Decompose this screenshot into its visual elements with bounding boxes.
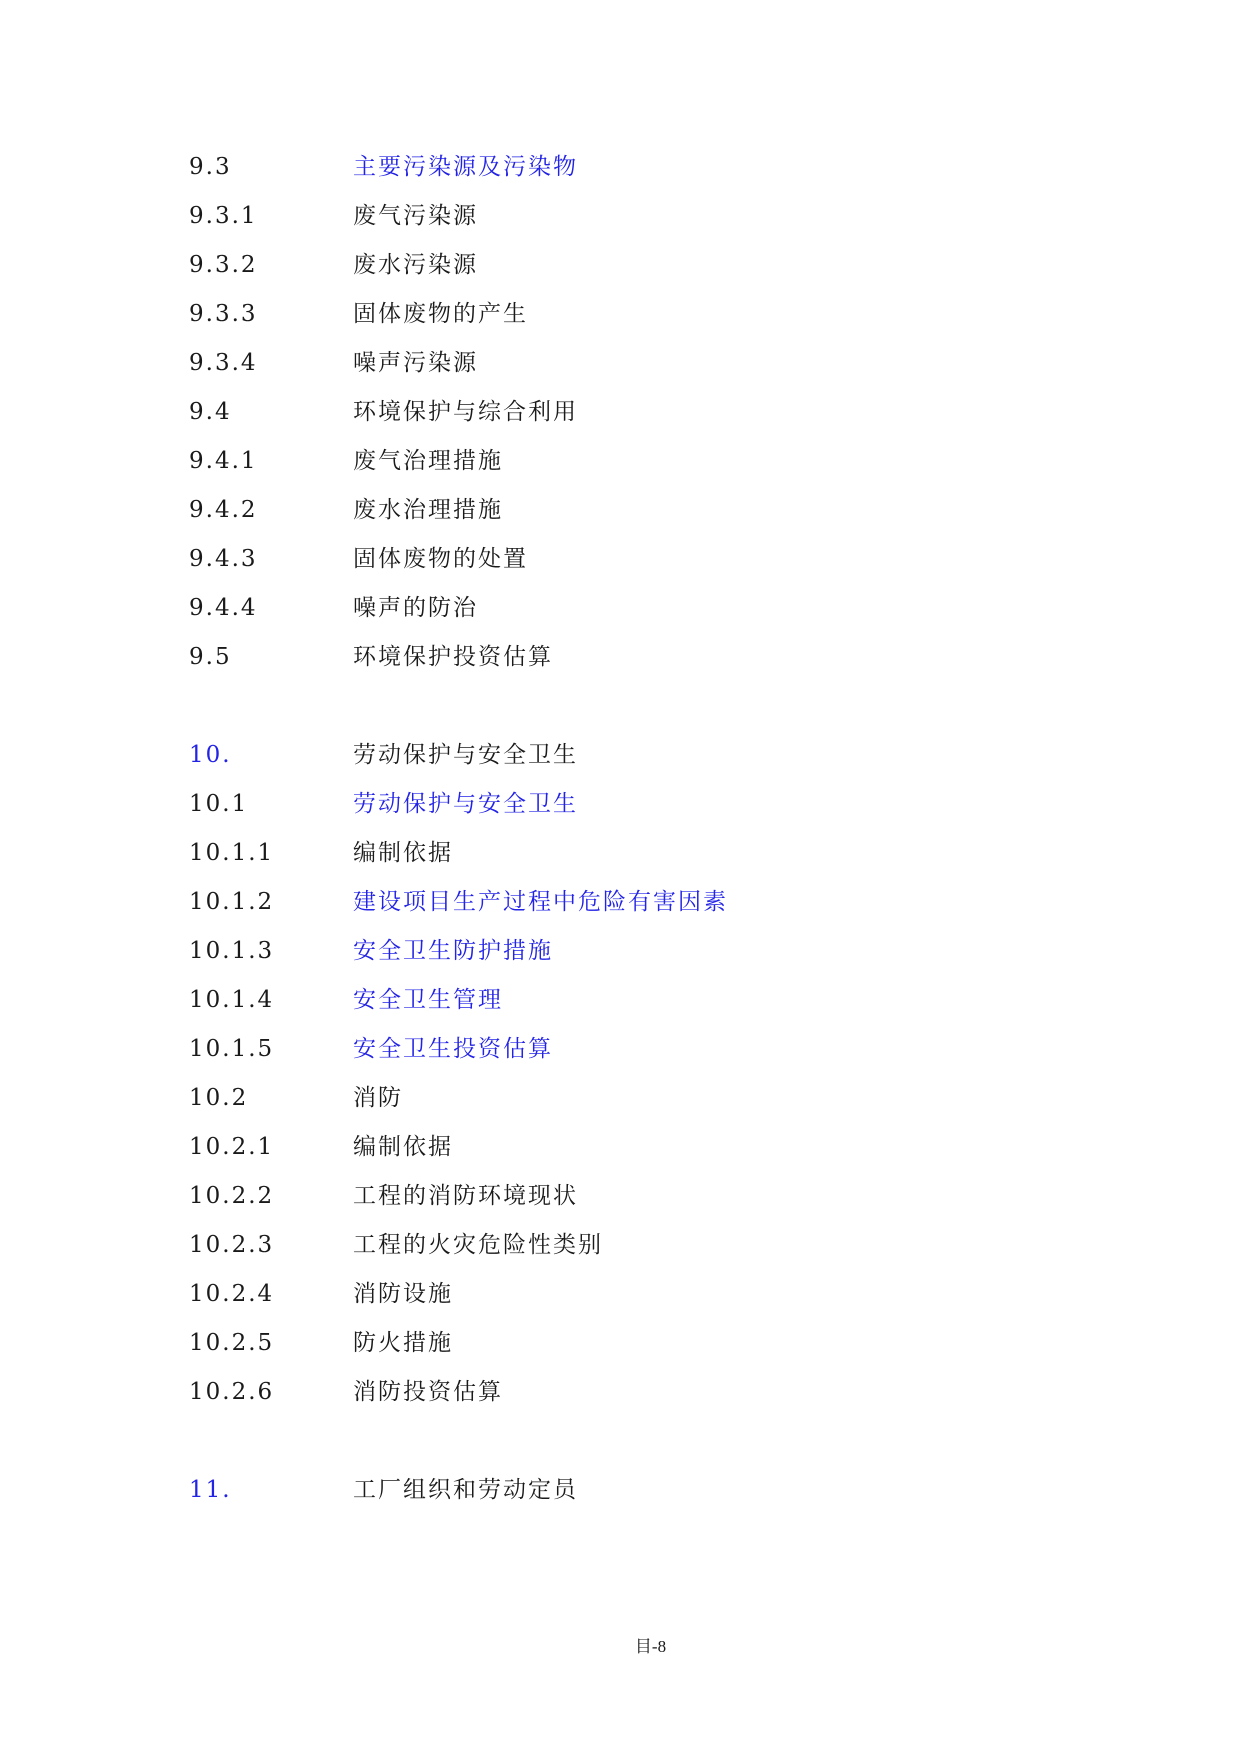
toc-title: 噪声污染源 [353,350,478,376]
toc-title: 环境保护与综合利用 [353,399,578,425]
toc-entry-10-2-4 [189,1270,1089,1319]
toc-number: 10.2 [189,1085,249,1111]
toc-title: 劳动保护与安全卫生 [353,742,578,768]
toc-entry-9-3-2 [189,241,1089,290]
toc-entry-9-4-1 [189,437,1089,486]
toc-number: 9.3.4 [189,350,258,376]
toc-entry-10-1-5[interactable] [189,1025,1089,1074]
toc-entry-10[interactable] [189,731,1089,780]
toc-entry-10-2-2 [189,1172,1089,1221]
toc-number-link[interactable]: 11. [189,1477,232,1503]
toc-title: 工厂组织和劳动定员 [353,1477,578,1503]
toc-number: 10.2.5 [189,1330,275,1356]
toc-title: 消防 [353,1085,403,1111]
toc-entry-10-2 [189,1074,1089,1123]
toc-number: 9.4.1 [189,448,258,474]
toc-title: 噪声的防治 [353,595,478,621]
toc-title: 防火措施 [353,1330,453,1356]
toc-number: 10.2.2 [189,1183,275,1209]
toc-title: 环境保护投资估算 [353,644,553,670]
toc-title: 编制依据 [353,1134,453,1160]
toc-number: 9.3 [189,154,232,180]
toc-entry-10-1-2[interactable] [189,878,1089,927]
toc-title: 废气污染源 [353,203,478,229]
toc-title: 工程的火灾危险性类别 [353,1232,603,1258]
toc-entry-10-2-6 [189,1368,1089,1417]
toc-title: 消防设施 [353,1281,453,1307]
toc-entry-10-2-3 [189,1221,1089,1270]
toc-title: 固体废物的处置 [353,546,528,572]
toc-number: 9.4.2 [189,497,258,523]
toc-title: 废气治理措施 [353,448,503,474]
toc-entry-10-1-3[interactable] [189,927,1089,976]
toc-number: 10.2.4 [189,1281,275,1307]
toc-title-link[interactable]: 劳动保护与安全卫生 [353,791,578,817]
toc-number: 9.3.2 [189,252,258,278]
toc-number: 9.4.3 [189,546,258,572]
toc-entry-10-1-1 [189,829,1089,878]
toc-number: 10.1.3 [189,938,275,964]
toc-number: 9.4 [189,399,232,425]
toc-entry-9-4 [189,388,1089,437]
toc-entry-11[interactable] [189,1466,1089,1515]
toc-number: 9.3.3 [189,301,258,327]
toc-number: 9.4.4 [189,595,258,621]
toc-entry-9-5 [189,633,1089,682]
toc-number: 10.2.3 [189,1232,275,1258]
toc-title-link[interactable]: 主要污染源及污染物 [353,154,578,180]
page-footer [0,1632,1241,1657]
toc-number: 10.1.2 [189,889,275,915]
page-number: 目-8 [634,1637,667,1656]
toc-entry-10-1[interactable] [189,780,1089,829]
toc-entry-10-2-1 [189,1123,1089,1172]
toc-title-link[interactable]: 安全卫生管理 [353,987,503,1013]
toc-title: 编制依据 [353,840,453,866]
toc-entry-9-3-1 [189,192,1089,241]
toc-entry-9-3-3 [189,290,1089,339]
toc-entry-10-1-4[interactable] [189,976,1089,1025]
toc-number: 10.2.6 [189,1379,275,1405]
toc-number: 10.1.1 [189,840,275,866]
toc-entry-10-2-5 [189,1319,1089,1368]
toc-entry-9-3-4 [189,339,1089,388]
toc-title-link[interactable]: 建设项目生产过程中危险有害因素 [353,889,728,915]
toc-entry-9-4-3 [189,535,1089,584]
toc-entry-9-3[interactable] [189,143,1089,192]
toc-title: 废水污染源 [353,252,478,278]
toc-entry-9-4-4 [189,584,1089,633]
toc-number-link[interactable]: 10. [189,742,232,768]
toc-title: 工程的消防环境现状 [353,1183,578,1209]
toc-number: 10.1.5 [189,1036,275,1062]
toc-number: 10.1.4 [189,987,275,1013]
toc-title: 废水治理措施 [353,497,503,523]
toc-number: 9.5 [189,644,232,670]
toc-title-link[interactable]: 安全卫生防护措施 [353,938,553,964]
toc-title-link[interactable]: 安全卫生投资估算 [353,1036,553,1062]
toc-title: 消防投资估算 [353,1379,503,1405]
toc-number: 9.3.1 [189,203,258,229]
toc-title: 固体废物的产生 [353,301,528,327]
toc-number: 10.1 [189,791,249,817]
table-of-contents [189,143,1089,1515]
toc-number: 10.2.1 [189,1134,275,1160]
toc-entry-9-4-2 [189,486,1089,535]
